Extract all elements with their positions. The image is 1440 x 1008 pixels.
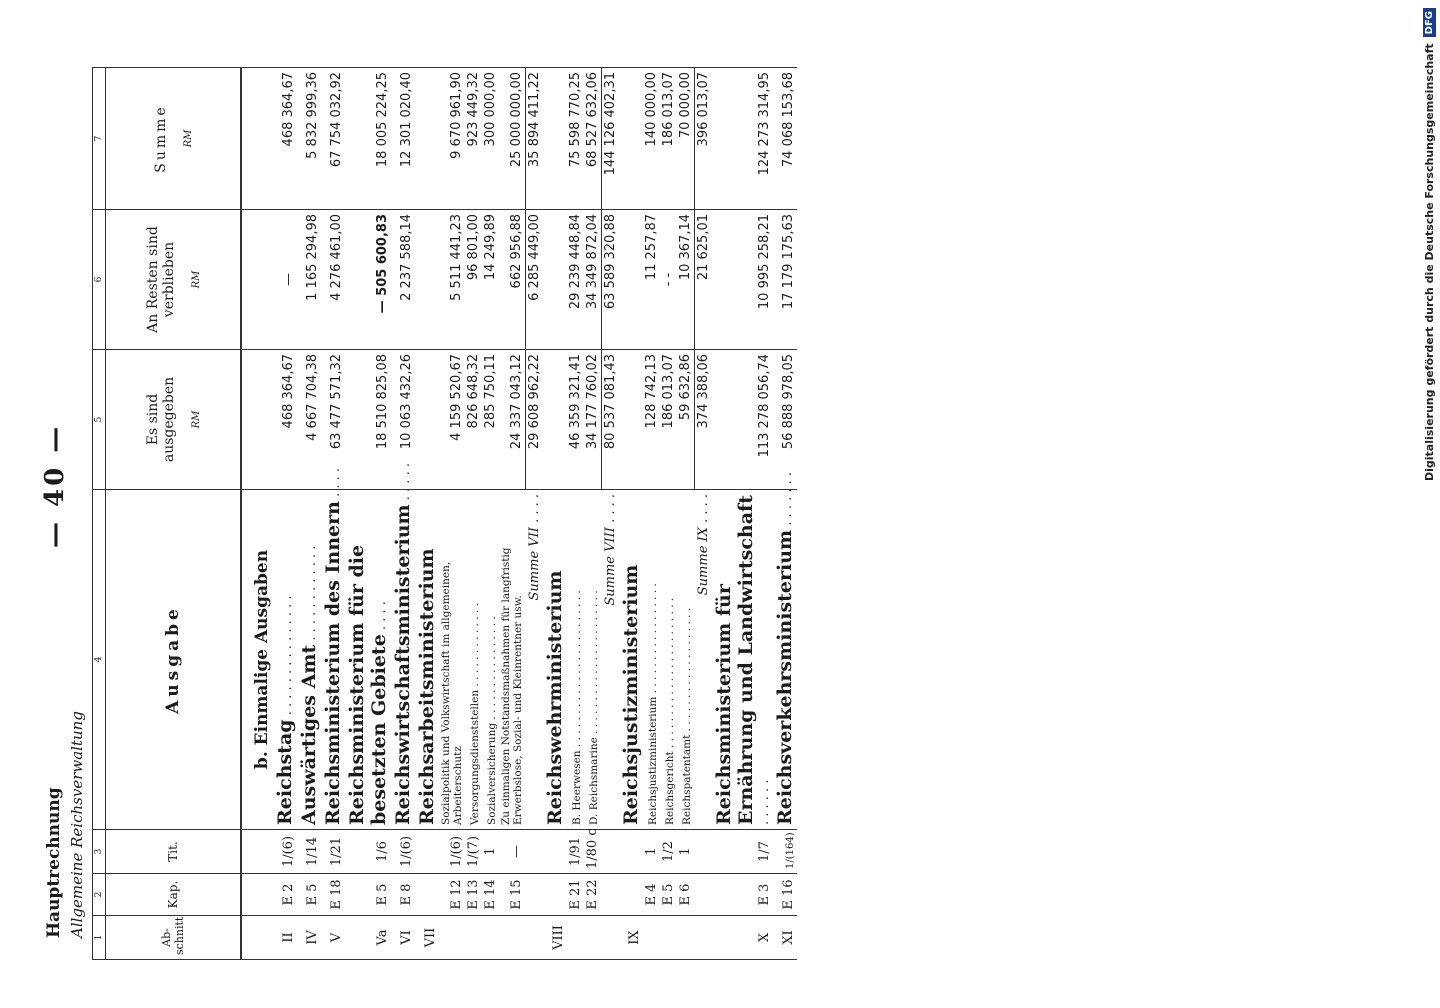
tit-cell: 1/(164) (773, 830, 797, 874)
item-label: D. Reichsmarine (588, 737, 600, 825)
summe-cell: 923 449,32 (465, 68, 482, 210)
abschnitt-cell: VII (415, 916, 439, 960)
ministry-label: Reichswirtschaftsministerium (392, 504, 414, 825)
ausgegeben-cell: 59 632,86 (677, 350, 695, 490)
label-cell: Sozialversicherung . . . . . . . . . . . . . . . . (482, 490, 499, 830)
kap-cell: E 14 (482, 874, 499, 916)
sum-reste-cell: 6 285 449,00 (525, 210, 543, 350)
abschnitt-cell: IV (297, 916, 321, 960)
abschnitt-cell: X (712, 916, 773, 960)
kap-cell: E 13 (465, 874, 482, 916)
sum-summe-cell: 396 013,07 (694, 68, 712, 210)
tit-cell: 1/(6) (273, 830, 297, 874)
sum-label-cell: Summe VIII . . . . (601, 490, 619, 830)
kap-cell: E 3 (712, 874, 773, 916)
ministry-label: Reichsministerium des Innern (322, 501, 344, 825)
header-kap: Kap. (106, 874, 242, 916)
table-row (273, 68, 297, 960)
summe-cell: 68 527 632,06 (584, 68, 602, 210)
table-row (677, 68, 695, 960)
column-number: 3 (93, 830, 106, 874)
ministry-label: Reichsarbeitsministerium (416, 548, 438, 825)
ausgegeben-cell: 10 063 432,26 (391, 350, 415, 490)
tit-cell: 1 (482, 830, 499, 874)
summe-cell: 18 005 224,25 (345, 68, 391, 210)
running-subtitle: Allgemeine Reichsverwaltung (68, 711, 86, 938)
header-summe-label: Summe (152, 104, 169, 173)
label-cell: Versorgungsdienststellen . . . . . . . . . . . . . (465, 490, 482, 830)
sum-label-cell: Summe IX . . . . (694, 490, 712, 830)
label-cell (619, 490, 643, 830)
table-row (712, 68, 773, 960)
tit-cell: 1/7 (712, 830, 773, 874)
ausgegeben-cell: 46 359 321,41 (567, 350, 584, 490)
summe-cell: 140 000,00 (643, 68, 660, 210)
reste-cell: — 505 600,83 (345, 210, 391, 350)
kap-cell: E 18 (321, 874, 345, 916)
ministry-label: Reichswehrministerium (543, 570, 566, 825)
label-cell: B. Heerwesen . . . . . . . . . . . . . . . . . . . . . . . . (567, 490, 584, 830)
abschnitt-cell: Va (345, 916, 391, 960)
abschnitt-cell: XI (773, 916, 797, 960)
expenditure-table (92, 67, 797, 960)
ausgegeben-cell: 128 742,13 (643, 350, 660, 490)
ministry-label: Reichsverkehrsministerium (773, 529, 796, 825)
table-row (499, 68, 525, 960)
header-summe (106, 68, 242, 210)
sum-summe-cell: 35 894 411,22 (525, 68, 543, 210)
column-number: 6 (93, 210, 106, 350)
item-label: Sozialversicherung (486, 722, 498, 825)
kap-cell: E 2 (273, 874, 297, 916)
tit-cell: 1/(7) (465, 830, 482, 874)
table-row (567, 68, 584, 960)
label-cell: Reichsjustizministerium . . . . . . . . . . . . . . . . . (643, 490, 660, 830)
header-reste-label: An Resten sind verblieben (144, 226, 177, 333)
kap-cell: E 5 (345, 874, 391, 916)
tit-cell: 1/(6) (391, 830, 415, 874)
kap-cell: E 16 (773, 874, 797, 916)
digitization-sidebar (1418, 8, 1440, 992)
item-label: Versorgungsdienststellen (469, 689, 481, 825)
sum-row (601, 68, 619, 960)
tit-cell: 1/21 (321, 830, 345, 874)
sum-row (525, 68, 543, 960)
kap-cell: E 21 (567, 874, 584, 916)
header-abschnitt: Ab-schnitt (106, 916, 242, 960)
label-cell: Reichspatentamt . . . . . . . . . . . . . . . . . . . (677, 490, 695, 830)
reste-cell: 10 367,14 (677, 210, 695, 350)
item-label: Reichspatentamt (681, 734, 693, 825)
label-cell: Reichsministerium für Ernährung und Landwirtschaft . . . . . . (712, 490, 773, 830)
currency-label: RM (190, 270, 202, 289)
label-cell: Sozialpolitik und Volkswirtschaft im allgemeinen, Arbeiterschutz (439, 490, 465, 830)
kap-cell: E 22 (584, 874, 602, 916)
table-row (345, 68, 391, 960)
summe-cell: 74 068 153,68 (773, 68, 797, 210)
summe-cell: 67 754 032,92 (321, 68, 345, 210)
label-cell: Reichsministerium des Innern . . . . (321, 490, 345, 830)
sum-label-cell: Summe VII . . . . (525, 490, 543, 830)
summe-cell: 124 273 314,95 (712, 68, 773, 210)
abschnitt-cell: II (273, 916, 297, 960)
tit-cell: 1/6 (345, 830, 391, 874)
column-number-row (93, 68, 106, 960)
ministry-label: Reichsministerium für die besetzten Gebiete (346, 544, 390, 825)
sum-ausgegeben-cell: 80 537 081,43 (601, 350, 619, 490)
table-row (297, 68, 321, 960)
abschnitt-cell: VI (391, 916, 415, 960)
abschnitt-cell: IX (619, 916, 643, 960)
header-ausgabe-label: Ausgabe (163, 605, 183, 714)
table-row (439, 68, 465, 960)
label-cell: D. Reichsmarine . . . . . . . . . . . . . . . . . . . . . . (584, 490, 602, 830)
column-number: 7 (93, 68, 106, 210)
table-row (660, 68, 677, 960)
table-row (482, 68, 499, 960)
kap-cell: E 5 (297, 874, 321, 916)
currency-label: RM (190, 410, 202, 429)
column-number: 5 (93, 350, 106, 490)
sum-row (694, 68, 712, 960)
sum-reste-cell: 21 625,01 (694, 210, 712, 350)
reste-cell: — (273, 210, 297, 350)
label-cell (543, 490, 567, 830)
label-cell: Reichsministerium für die besetzten Gebiete . . . . (345, 490, 391, 830)
reste-cell: 14 249,89 (482, 210, 499, 350)
ausgegeben-cell: 285 750,11 (482, 350, 499, 490)
sum-ausgegeben-cell: 29 608 962,22 (525, 350, 543, 490)
tit-cell: 1/14 (297, 830, 321, 874)
summe-cell: 9 670 961,90 (439, 68, 465, 210)
table-row (391, 68, 415, 960)
tit-cell: — (499, 830, 525, 874)
summe-cell: 12 301 020,40 (391, 68, 415, 210)
kap-cell: E 15 (499, 874, 525, 916)
label-cell: Zu einmaligen Notstandsmaßnahmen für langfristig Erwerbslose, Sozial- und Kleinrentner usw. (499, 490, 525, 830)
summe-cell: 468 364,67 (273, 68, 297, 210)
reste-cell: 4 276 461,00 (321, 210, 345, 350)
sum-summe-cell: 144 126 402,31 (601, 68, 619, 210)
header-reste (106, 210, 242, 350)
column-number: 2 (93, 874, 106, 916)
sum-label: Summe VII (526, 527, 542, 601)
ministry-label: Reichstag (274, 719, 296, 825)
kap-cell: E 4 (643, 874, 660, 916)
item-label: Reichsgericht (663, 751, 676, 825)
ausgegeben-cell: 468 364,67 (273, 350, 297, 490)
rotated-document-page (0, 8, 1426, 1008)
sum-label: Summe IX (695, 527, 711, 596)
label-cell: Reichsverkehrsministerium . . . . . . . (773, 490, 797, 830)
reste-cell: 2 237 588,14 (391, 210, 415, 350)
header-ausgegeben (106, 350, 242, 490)
ausgegeben-cell: 24 337 043,12 (499, 350, 525, 490)
summe-cell: 300 000,00 (482, 68, 499, 210)
group-heading-row (619, 68, 643, 960)
item-label: Reichsjustizministerium (646, 696, 659, 825)
page-number: — 40 — (40, 423, 70, 548)
section-heading-row (241, 68, 273, 960)
header-row (106, 68, 242, 960)
table-row (643, 68, 660, 960)
reste-cell: 662 956,88 (499, 210, 525, 350)
tit-cell: 1 (643, 830, 660, 874)
ministry-label: Reichsjustizministerium (619, 564, 642, 825)
abschnitt-cell: V (321, 916, 345, 960)
column-number: 4 (93, 490, 106, 830)
ausgegeben-cell: 826 648,32 (465, 350, 482, 490)
item-label: B. Heerwesen (570, 750, 583, 825)
kap-cell: E 12 (439, 874, 465, 916)
ausgegeben-cell: 18 510 825,08 (345, 350, 391, 490)
running-title: Hauptrechnung (44, 787, 64, 938)
label-cell: Reichswirtschaftsministerium . . . . . (391, 490, 415, 830)
reste-cell: - - (660, 210, 677, 350)
tit-cell: 1/2 (660, 830, 677, 874)
reste-cell: 5 511 441,23 (439, 210, 465, 350)
summe-cell: 75 598 770,25 (567, 68, 584, 210)
summe-cell: 25 000 000,00 (499, 68, 525, 210)
kap-cell: E 8 (391, 874, 415, 916)
ausgegeben-cell: 56 888 978,05 (773, 350, 797, 490)
reste-cell: 96 801,00 (465, 210, 482, 350)
tit-cell: 1/(6) (439, 830, 465, 874)
ministry-label: Auswärtiges Amt (298, 644, 320, 825)
reste-cell: 29 239 448,84 (567, 210, 584, 350)
table-row (584, 68, 602, 960)
kap-cell: E 5 (660, 874, 677, 916)
group-heading-row (543, 68, 567, 960)
header-ausgegeben-label: Es sind ausgegeben (144, 376, 177, 463)
table-row (773, 68, 797, 960)
summe-cell: 5 832 999,36 (297, 68, 321, 210)
table-row (321, 68, 345, 960)
kap-cell: E 6 (677, 874, 695, 916)
table-row (465, 68, 482, 960)
label-cell: Reichstag . . . . . . . . . . . . . . . (273, 490, 297, 830)
column-number: 1 (93, 916, 106, 960)
reste-cell: 17 179 175,63 (773, 210, 797, 350)
summe-cell: 70 000,00 (677, 68, 695, 210)
label-cell: Reichsgericht . . . . . . . . . . . . . . . . . . . . . . . (660, 490, 677, 830)
tit-cell: 1/91 (567, 830, 584, 874)
sum-reste-cell: 63 589 320,88 (601, 210, 619, 350)
label-cell: Auswärtiges Amt . . . . . . . . . . . . (297, 490, 321, 830)
ausgegeben-cell: 186 013,07 (660, 350, 677, 490)
section-heading: b. Einmalige Ausgaben (252, 549, 272, 770)
tit-cell: 1/80 c (584, 830, 602, 874)
sum-label: Summe VIII (602, 527, 618, 606)
label-cell (415, 490, 439, 830)
ministry-label: Reichsministerium für Ernährung und Landwirtschaft (712, 495, 757, 825)
tit-cell: 1 (677, 830, 695, 874)
reste-cell: 10 995 258,21 (712, 210, 773, 350)
group-heading-row (415, 68, 439, 960)
reste-cell: 34 349 872,04 (584, 210, 602, 350)
summe-cell: 186 013,07 (660, 68, 677, 210)
currency-label: RM (182, 129, 194, 148)
ausgegeben-cell: 4 667 704,38 (297, 350, 321, 490)
header-ausgabe (106, 490, 242, 830)
reste-cell: 11 257,87 (643, 210, 660, 350)
ausgegeben-cell: 34 177 760,02 (584, 350, 602, 490)
reste-cell: 1 165 294,98 (297, 210, 321, 350)
dfg-logo: DFG (1423, 8, 1436, 37)
ausgegeben-cell: 113 278 056,74 (712, 350, 773, 490)
abschnitt-cell: VIII (543, 916, 567, 960)
header-tit: Tit. (106, 830, 242, 874)
sum-ausgegeben-cell: 374 388,06 (694, 350, 712, 490)
digitization-note: Digitalisierung gefördert durch die Deutsche Forschungsgemeinschaft (1422, 43, 1436, 482)
ausgegeben-cell: 4 159 520,67 (439, 350, 465, 490)
ausgegeben-cell: 63 477 571,32 (321, 350, 345, 490)
